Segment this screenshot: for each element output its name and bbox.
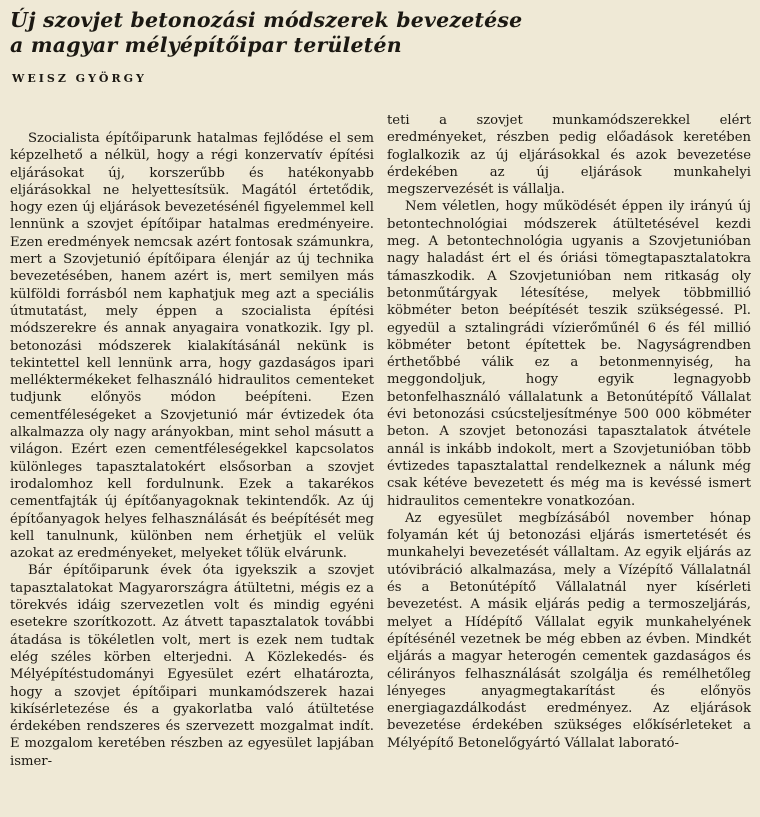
article-title: [10, 8, 750, 58]
right-column: [387, 112, 751, 752]
article-title-line-2: a magyar mélyépítőipar területén: [10, 33, 402, 57]
paragraph: Az egyesület megbízásából november hónap folyamán két új betonozási eljárás ismertetését és munkahelyi bevezetését vállaltam. Az egyik eljárás az utóvibráció alkalmazása, mely a Vízépítő Vállalatnál és a Betonútépítő Vállalatnál nyer kísérleti bevezetést. A másik eljárás pedig a termoszeljárás, melyet a Hídépítő Vállalat egyik munkahelyének építésénél vezetnek be még ebben az évben. Mindkét eljárás a magyar heterogén cementek gazdaságos és célirányos felhasználását szolgálja és remélhetőleg lényeges anyagmegtakarítást és előnyös energiagazdálkodást eredményez. Az eljárások bevezetése érdekében szükséges előkísérleteket a Mélyépítő Betonelőgyártó Vállalat laborató-: [387, 510, 751, 751]
paragraph-continued: teti a szovjet munkamódszerekkel elért eredményeket, részben pedig előadások keretében foglalkozik az új eljárásokkal és azok bevezetése érdekében az új eljárások munkahelyi megszervezését is vállalja.: [387, 113, 751, 198]
paragraph: Bár építőiparunk évek óta igyekszik a szovjet tapasztalatokat Magyarországra átültetni, mégis ez a törekvés idáig szervezetlen volt és mindig egyéni esetekre szorítkozott. Az átvett tapasztalatok további átadása is tökéletlen volt, mert is ezek nem tudtak elég széles körben elterjedni. A Közlekedés- és Mélyépítéstudományi Egyesület ezért elhatározta, hogy a szovjet építőipari munkamódszerek hazai kikísérletezése és a gyakorlatba való átültetése érdekében rendszeres és szervezett mozgalmat indít. E mozgalom keretében részben az egyesület lapjában ismer-: [10, 563, 374, 769]
article-title-line-1: Új szovjet betonozási módszerek bevezetése: [10, 8, 523, 32]
paragraph: Nem véletlen, hogy működését éppen ily irányú új betontechnológiai módszerek átültetésével kezdi meg. A betontechnológia ugyanis a Szovjetunióban nagy haladást ért el és óriási tömegtapasztalatokra támaszkodik. A Szovjetunióban nem ritkaság oly betonműtárgyak létesítése, melyek többmillió köbméter beton beépítését teszik szükségessé. Pl. egyedül a sztalingrádi vízierőműnél 6 és fél millió köbméter betont építettek be. Nagyságrendben érthetőbbé válik ez a betonmennyiség, ha meggondoljuk, hogy egyik legnagyobb betonfelhasználó vállalatunk a Betonútépítő Vállalat évi betonozási csúcsteljesítménye 500 000 köbméter beton. A szovjet betonozási tapasztalatok átvétele annál is inkább indokolt, mert a Szovjetunióban több évtizedes tapasztalattal rendelkeznek a nálunk még csak kétéve bevezetett és még ma is kevéssé ismert hidraulitos cementekre vonatkozóan.: [387, 199, 751, 509]
paragraph: Szocialista építőiparunk hatalmas fejlődése el sem képzelhető a nélkül, hogy a régi konzervatív építési eljárásokat új, korszerűbb és hatékonyabb eljárásokkal ne helyettesítsük. Magától értetődik, hogy ezen új eljárások bevezetésénél figyelemmel kell lennünk a szovjet építőipar hatalmas eredményeire. Ezen eredmények nemcsak azért fontosak számunkra, mert a Szovjetunió építőipara élenjár az új technika bevezetésében, hanem azért is, mert semilyen más külföldi forrásból nem kaphatjuk meg azt a speciális útmutatást, mely éppen a szocialista építési módszerekre és annak anyagaira vonatkozik. Igy pl. betonozási módszerek kialakításánál nekünk is tekintettel kell lennünk arra, hogy gazdaságos ipari melléktermékeket felhasználó hidraulitos cementeket tudjunk előnyös módon beépíteni. Ezen cementféleségeket a Szovjetunió már évtizedek óta alkalmazza oly nagy arányokban, mint sehol másutt a világon. Ezért ezen cementféleségekkel kapcsolatos különleges tapasztalatokért elsősorban a szovjet irodalomhoz kell fordulnunk. Ezek a takarékos cementfajták új építőanyagoknak tekintendők. Az új építőanyagok helyes felhasználását és beépítését meg kell tanulnunk, különben nem érhetjük el velük azokat az eredményeket, melyeket tőlük elvárunk.: [10, 131, 374, 562]
left-column: [10, 130, 374, 770]
article-author: WEISZ GYÖRGY: [12, 72, 147, 85]
